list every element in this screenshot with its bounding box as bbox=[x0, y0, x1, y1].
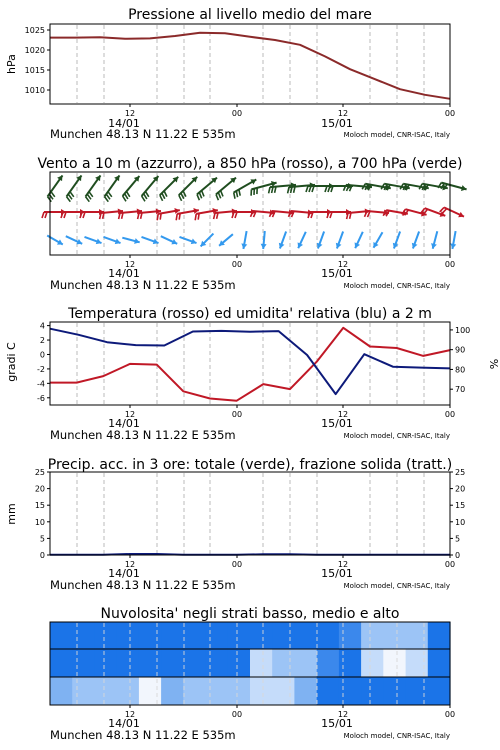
wind-barb-feather bbox=[160, 213, 161, 219]
y-tick-label: 5 bbox=[455, 534, 461, 544]
temperature-panel bbox=[5, 306, 500, 442]
cloud-cell bbox=[72, 677, 95, 705]
temperature-line bbox=[50, 328, 450, 401]
wind-date-2: 15/01 bbox=[321, 267, 353, 280]
cloud-cell bbox=[161, 677, 184, 705]
cloud-cell bbox=[139, 649, 162, 677]
y-tick-label: 1015 bbox=[24, 66, 45, 75]
y-tick-label: 80 bbox=[455, 365, 466, 375]
precipitation-location: Munchen 48.13 N 11.22 E 535m bbox=[50, 578, 236, 592]
y-tick-label: 2 bbox=[39, 336, 45, 346]
cloud-cell bbox=[428, 677, 451, 705]
pressure-x-ticks bbox=[125, 104, 455, 118]
y-tick-label: 70 bbox=[455, 385, 466, 395]
cloud-cell bbox=[139, 622, 162, 649]
pressure-location: Munchen 48.13 N 11.22 E 535m bbox=[50, 127, 236, 141]
cloud-cells bbox=[50, 622, 451, 705]
y-tick-label: 1010 bbox=[24, 86, 45, 95]
cloud-cell bbox=[294, 622, 317, 649]
cloud-cell bbox=[50, 677, 73, 705]
wind-barb-feather bbox=[288, 187, 289, 193]
cloud-cell bbox=[272, 649, 295, 677]
cloud-cell bbox=[339, 677, 362, 705]
wind-barb-feather bbox=[214, 213, 215, 219]
y-tick-label: 90 bbox=[455, 345, 466, 355]
wind-title: Vento a 10 m (azzurro), a 850 hPa (rosso), a 700 hPa (verde) bbox=[37, 156, 463, 172]
humidity-y-label: % bbox=[487, 358, 500, 370]
wind-barb-feather bbox=[123, 196, 126, 201]
cloud-cell bbox=[317, 677, 340, 705]
wind-barb-feather bbox=[269, 187, 270, 193]
wind-barb-feather bbox=[202, 191, 204, 197]
cloud-title: Nuvolosita' negli strati basso, medio e alto bbox=[100, 606, 400, 622]
x-tick-label: 12 bbox=[337, 710, 349, 719]
cloud-cell bbox=[183, 622, 206, 649]
pressure-line bbox=[50, 33, 450, 99]
x-tick-label: 00 bbox=[231, 260, 243, 269]
cloud-cell bbox=[139, 677, 162, 705]
y-tick-label: 0 bbox=[39, 350, 45, 360]
temperature-model-credit: Moloch model, CNR-ISAC, Italy bbox=[343, 432, 450, 440]
wind-barb-feather bbox=[42, 212, 44, 218]
cloud-location: Munchen 48.13 N 11.22 E 535m bbox=[50, 728, 236, 742]
cloud-cell bbox=[361, 649, 384, 677]
wind-barb-feather bbox=[198, 213, 199, 219]
wind-barbs bbox=[42, 175, 467, 249]
x-tick-label: 00 bbox=[231, 560, 243, 569]
wind-barb-head bbox=[261, 244, 267, 249]
wind-barb-feather bbox=[195, 214, 196, 220]
y-tick-label: 25 bbox=[455, 468, 466, 477]
precipitation-date-1: 14/01 bbox=[108, 567, 140, 580]
temperature-x-ticks bbox=[125, 405, 455, 419]
x-tick-label: 12 bbox=[337, 109, 349, 118]
y-tick-label: 10 bbox=[455, 517, 466, 527]
wind-barb-feather bbox=[176, 214, 177, 220]
wind-barb-feather bbox=[162, 193, 165, 199]
y-tick-label: 100 bbox=[455, 325, 471, 335]
temperature-y-ticks bbox=[37, 322, 50, 403]
pressure-date-1: 14/01 bbox=[108, 117, 140, 130]
cloud-cell bbox=[117, 649, 140, 677]
x-tick-label: 00 bbox=[444, 710, 456, 719]
precipitation-x-ticks bbox=[125, 555, 455, 569]
x-tick-label: 00 bbox=[444, 410, 456, 419]
cloud-cell bbox=[72, 622, 95, 649]
cloud-cell bbox=[317, 622, 340, 649]
y-tick-label: -2 bbox=[37, 364, 45, 374]
cloud-cell bbox=[339, 622, 362, 649]
precipitation-y-ticks bbox=[35, 468, 50, 560]
wind-barb-feather bbox=[142, 196, 145, 201]
cloud-cell bbox=[117, 622, 140, 649]
y-tick-label: 4 bbox=[39, 321, 45, 331]
cloud-cell bbox=[50, 622, 73, 649]
cloud-cell bbox=[250, 649, 273, 677]
x-tick-label: 12 bbox=[124, 410, 136, 419]
pressure-model-credit: Moloch model, CNR-ISAC, Italy bbox=[343, 131, 450, 139]
y-tick-label: -6 bbox=[37, 393, 45, 403]
wind-barb-feather bbox=[179, 213, 180, 219]
wind-barb-feather bbox=[199, 192, 201, 198]
wind-panel bbox=[37, 156, 466, 292]
y-tick-label: 5 bbox=[39, 534, 45, 544]
precipitation-y-ticks-right bbox=[450, 468, 465, 560]
cloud-date-1: 14/01 bbox=[108, 717, 140, 730]
temperature-date-1: 14/01 bbox=[108, 417, 140, 430]
x-tick-label: 00 bbox=[231, 710, 243, 719]
wind-barb-feather bbox=[216, 194, 218, 200]
pressure-date-2: 15/01 bbox=[321, 117, 353, 130]
wind-barb-feather bbox=[127, 191, 130, 196]
y-tick-label: 25 bbox=[34, 468, 45, 477]
cloud-cell bbox=[428, 622, 451, 649]
cloud-cell bbox=[272, 677, 295, 705]
precipitation-y-label: mm bbox=[5, 503, 18, 525]
y-tick-label: 20 bbox=[34, 484, 45, 494]
humidity-y-ticks bbox=[450, 326, 470, 394]
cloud-cell bbox=[383, 677, 406, 705]
cloud-cell bbox=[94, 649, 117, 677]
precipitation-model-credit: Moloch model, CNR-ISAC, Italy bbox=[343, 582, 450, 590]
cloud-cell bbox=[183, 649, 206, 677]
cloud-cell bbox=[206, 677, 229, 705]
cloud-cell bbox=[206, 649, 229, 677]
cloud-cell bbox=[294, 649, 317, 677]
cloud-cell bbox=[161, 649, 184, 677]
cloud-cell bbox=[383, 649, 406, 677]
wind-date-1: 14/01 bbox=[108, 267, 140, 280]
cloud-date-2: 15/01 bbox=[321, 717, 353, 730]
wind-x-ticks bbox=[125, 255, 455, 269]
x-tick-label: 12 bbox=[337, 560, 349, 569]
y-tick-label: 0 bbox=[455, 551, 461, 560]
x-tick-label: 00 bbox=[444, 260, 456, 269]
cloud-cell bbox=[406, 622, 429, 649]
wind-barb-feather bbox=[218, 192, 220, 198]
wind-model-credit: Moloch model, CNR-ISAC, Italy bbox=[343, 282, 450, 290]
cloud-cell bbox=[317, 649, 340, 677]
precipitation-plot-frame bbox=[50, 472, 450, 555]
cloud-cell bbox=[428, 649, 451, 677]
wind-barb-feather bbox=[179, 195, 182, 201]
temperature-humidity-series bbox=[50, 328, 450, 401]
temperature-y-label: gradi C bbox=[5, 342, 18, 382]
cloud-cell bbox=[228, 649, 251, 677]
y-tick-label: 0 bbox=[39, 551, 45, 560]
wind-barb-feather bbox=[236, 191, 237, 197]
y-tick-label: 10 bbox=[34, 517, 45, 527]
cloud-cell bbox=[250, 677, 273, 705]
cloud-cell bbox=[94, 677, 117, 705]
wind-barb-feather bbox=[144, 194, 147, 199]
pressure-panel bbox=[5, 7, 455, 141]
cloud-cell bbox=[383, 622, 406, 649]
x-tick-label: 12 bbox=[124, 560, 136, 569]
cloud-cell bbox=[361, 677, 384, 705]
x-tick-label: 12 bbox=[124, 710, 136, 719]
cloud-cell bbox=[228, 622, 251, 649]
cloud-cell bbox=[406, 649, 429, 677]
x-tick-label: 12 bbox=[337, 410, 349, 419]
pressure-title: Pressione al livello medio del mare bbox=[128, 7, 372, 23]
precipitation-date-2: 15/01 bbox=[321, 567, 353, 580]
cloud-cell bbox=[228, 677, 251, 705]
y-tick-label: 1020 bbox=[24, 46, 45, 55]
x-tick-label: 12 bbox=[124, 109, 136, 118]
wind-barb-feather bbox=[146, 191, 149, 196]
x-tick-label: 12 bbox=[337, 260, 349, 269]
cloud-cell bbox=[294, 677, 317, 705]
x-tick-label: 12 bbox=[124, 260, 136, 269]
humidity-line bbox=[50, 329, 450, 394]
cloud-model-credit: Moloch model, CNR-ISAC, Italy bbox=[343, 732, 450, 740]
cloud-cell bbox=[250, 622, 273, 649]
wind-barb-feather bbox=[234, 193, 235, 199]
wind-barb-feather bbox=[197, 194, 199, 200]
y-tick-label: -4 bbox=[37, 379, 45, 389]
wind-barb-feather bbox=[125, 194, 128, 199]
cloud-cell bbox=[161, 622, 184, 649]
wind-barb-feather bbox=[160, 195, 163, 201]
x-tick-label: 00 bbox=[444, 109, 456, 118]
wind-barb-feather bbox=[157, 214, 158, 220]
temperature-date-2: 15/01 bbox=[321, 417, 353, 430]
cloud-cell bbox=[206, 622, 229, 649]
cloud-cell bbox=[406, 677, 429, 705]
y-tick-label: 15 bbox=[455, 501, 466, 511]
x-tick-label: 00 bbox=[231, 410, 243, 419]
wind-barb-feather bbox=[183, 191, 186, 197]
pressure-series bbox=[50, 33, 450, 99]
y-tick-label: 15 bbox=[34, 501, 45, 511]
pressure-y-ticks bbox=[25, 26, 50, 95]
cloud-cell bbox=[183, 677, 206, 705]
wind-barb-feather bbox=[221, 191, 223, 197]
cloud-cell bbox=[72, 649, 95, 677]
wind-barb-feather bbox=[306, 186, 308, 192]
precipitation-panel bbox=[5, 457, 465, 592]
y-tick-label: 1025 bbox=[24, 26, 45, 35]
precipitation-grid bbox=[77, 473, 424, 554]
x-tick-label: 00 bbox=[444, 560, 456, 569]
pressure-y-label: hPa bbox=[5, 54, 18, 74]
wind-barb-feather bbox=[164, 191, 167, 197]
cloud-cell bbox=[117, 677, 140, 705]
temperature-title: Temperatura (rosso) ed umidita' relativa (blu) a 2 m bbox=[68, 306, 432, 322]
cloud-cell bbox=[50, 649, 73, 677]
cloud-x-ticks bbox=[125, 705, 455, 719]
precipitation-title: Precip. acc. in 3 ore: totale (verde), frazione solida (tratt.) bbox=[47, 457, 453, 473]
wind-barb-feather bbox=[239, 190, 240, 196]
y-tick-label: 20 bbox=[455, 484, 466, 494]
temperature-location: Munchen 48.13 N 11.22 E 535m bbox=[50, 428, 236, 442]
cloud-cell bbox=[94, 622, 117, 649]
wind-location: Munchen 48.13 N 11.22 E 535m bbox=[50, 278, 236, 292]
x-tick-label: 00 bbox=[231, 109, 243, 118]
wind-barb-feather bbox=[181, 193, 184, 199]
cloud-cell bbox=[339, 649, 362, 677]
cloud-cell bbox=[361, 622, 384, 649]
cloud-panel bbox=[50, 606, 455, 742]
cloud-cell bbox=[272, 622, 295, 649]
